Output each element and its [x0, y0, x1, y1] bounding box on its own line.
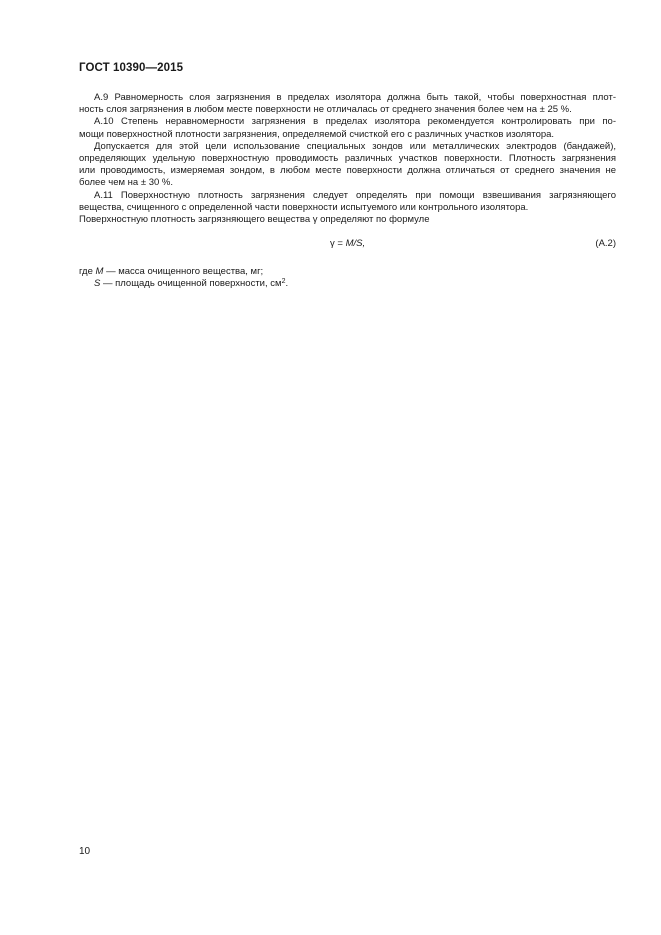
paragraph-a9: [79, 92, 616, 116]
legend-text-m: — масса очищенного вещества, мг;: [103, 266, 264, 278]
document-body: [79, 92, 616, 291]
paragraph-line: А.10 Степень неравномерности загрязнения в пределах изолятора рекомендуется контролировать при по-: [94, 116, 616, 128]
legend-row-m: [79, 266, 616, 278]
paragraph-line: более чем на ± 30 %.: [79, 177, 173, 189]
formula-lhs: γ: [330, 238, 335, 250]
paragraph-line: ность слоя загрязнения в любом месте поверхности не отличалась от среднего значения более чем на ± 25 %.: [79, 104, 572, 116]
legend-symbol-s: S: [94, 278, 101, 290]
page-number: 10: [79, 846, 91, 857]
paragraph-line: Поверхностную плотность загрязняющего вещества γ определяют по формуле: [79, 214, 430, 226]
paragraph-line: или проводимость, измеряемая зондом, в любом месте поверхности должна отличаться от среднего значения не: [79, 165, 616, 177]
paragraph-line: Допускается для этой цели использование специальных зондов или металлических электродов (бандажей),: [94, 140, 616, 152]
formula-a2: [330, 238, 365, 250]
formula-rhs: M/S,: [345, 238, 366, 250]
paragraph-line: А.11 Поверхностную плотность загрязнения следует определять при помощи взвешивания загрязняющего: [94, 189, 616, 201]
paragraph-allowed: [79, 141, 616, 190]
formula-equals: =: [334, 238, 346, 250]
paragraph-line: вещества, счищенного с определенной части поверхности испытуемого или контрольного изолятора.: [79, 201, 529, 213]
paragraph-formula-intro: [79, 214, 616, 226]
document-header: ГОСТ 10390—2015: [79, 62, 184, 74]
paragraph-line: определяющих удельную поверхностную проводимость различных участков поверхности. Плотность загрязнения: [79, 153, 616, 165]
formula-number: (А.2): [595, 238, 616, 250]
paragraph-a10: [79, 116, 616, 140]
legend-text-s: — площадь очищенной поверхности, см: [100, 278, 282, 290]
paragraph-a11: [79, 190, 616, 214]
formula-row: [79, 238, 616, 252]
legend-row-s: [79, 278, 616, 290]
paragraph-line: А.9 Равномерность слоя загрязнения в пределах изолятора должна быть такой, чтобы поверхностная плот-: [94, 92, 616, 103]
formula-legend: [79, 266, 616, 290]
legend-symbol-m: M: [95, 266, 104, 278]
legend-exponent: 2: [281, 278, 286, 286]
paragraph-line: мощи поверхностной плотности загрязнения, определяемой счисткой его с различных участков изолятора.: [79, 128, 555, 140]
legend-prefix: где: [79, 266, 96, 278]
legend-end: .: [285, 278, 289, 290]
